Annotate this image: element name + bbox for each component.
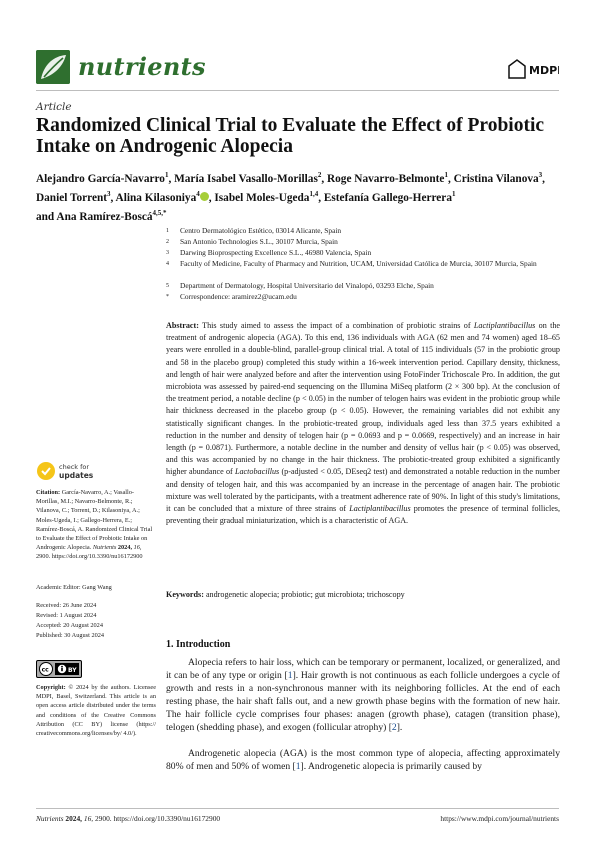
copyright-block	[36, 683, 156, 738]
author-name[interactable]: , Roge Navarro-Belmonte	[321, 172, 445, 185]
affiliation-marker: 4	[196, 189, 200, 198]
cc-by-license-icon[interactable]	[36, 660, 82, 678]
affiliation-text: Darwing Bioprospecting Excellence S.L., 46980 Valencia, Spain	[180, 248, 372, 257]
footer-volume: 16,	[83, 814, 94, 823]
orcid-icon[interactable]	[200, 192, 209, 201]
author-name[interactable]: , Alina Kilasoniya	[110, 191, 197, 204]
species-name: Lactiplantibacillus	[473, 321, 536, 330]
author-name[interactable]: , Isabel Moles-Ugeda	[208, 191, 310, 204]
accepted-date: Accepted: 20 August 2024	[36, 622, 103, 629]
check-for-updates-button[interactable]	[36, 460, 116, 482]
svg-text:BY: BY	[68, 667, 77, 674]
check-updates-label: check for	[59, 463, 90, 471]
journal-logo	[36, 50, 70, 84]
keywords-text: androgenetic alopecia; probiotic; gut microbiota; trichoscopy	[205, 590, 405, 599]
abstract	[166, 320, 560, 527]
journal-name: nutrients	[78, 52, 206, 81]
author-list	[36, 168, 561, 224]
affiliation-text: Department of Dermatology, Hospital Universitario del Vinalopó, 03293 Elche, Spain	[180, 281, 434, 290]
affiliation-marker: 1	[451, 189, 456, 198]
footer-journal: Nutrients	[36, 814, 64, 823]
check-updates-label: updates	[59, 471, 94, 480]
paragraph-text: ].	[396, 722, 403, 733]
citation-doi[interactable]: 2900. https://doi.org/10.3390/nu16172900	[36, 553, 143, 561]
footer-year: 2024,	[65, 814, 83, 823]
affiliation-number: 4	[166, 261, 169, 267]
author-name[interactable]: Alejandro García-Navarro	[36, 172, 165, 185]
header-divider	[36, 90, 559, 91]
citation-block	[36, 488, 156, 562]
journal-url[interactable]: https://www.mdpi.com/journal/nutrients	[440, 814, 559, 823]
author-name[interactable]: , Daniel Torrent	[36, 172, 545, 204]
citation-journal: Nutrients	[92, 544, 117, 552]
received-date: Received: 26 June 2024	[36, 602, 97, 609]
publisher-name: MDPI	[529, 64, 559, 77]
paragraph-text: ]. Androgenetic alopecia is primarily caused by	[300, 761, 482, 772]
affiliation-text: Faculty of Medicine, Faculty of Pharmacy and Nutrition, UCAM, Universidad Católica de Murcia, 30107 Murcia, Spain	[180, 259, 537, 268]
body-paragraph	[166, 747, 560, 773]
citation-label: Citation:	[36, 489, 61, 496]
section-heading: 1. Introduction	[166, 639, 231, 650]
article-type: Article	[36, 101, 72, 113]
author-name[interactable]: , Estefanía Gallego-Herrera	[318, 191, 452, 204]
affiliation-number: 1	[166, 228, 169, 234]
citation-link[interactable]: 1	[287, 670, 293, 681]
copyright-label: Copyright:	[36, 684, 66, 691]
abstract-text: on the treatment of androgenic alopecia (AGA). To this end, 136 individuals with AGA (62 men and 74 women) aged 18–65 years were enrolled in a double-blind, parallel-group clinical trial. A total of 115 individuals (57 in the probiotic group and 58 in the placebo group) completed this study within a 16-week intervention period. Capillary density, thickness, and length of hair were analyzed before and after the intervention using FotoFinder Trichoscale Pro. In addition, the gut microbiota was assessed by paired-end sequencing on the Illumina MiSeq platform (2 × 300 bp). At the conclusion of the treatment period, a notable decline (p < 0.05) in the number of telogen hairs was evident in the probiotic group while hair thickness decreased in the placebo group (p < 0.05). However, the remaining variables did not exhibit any statistically significant changes. In the probiotic-treated group, individuals aged less than 37.5 years exhibited a reduction in the number and density of telogen hair (p = 0.0693 and p = 0.0669, respectively) and an increase in hair length (p = 0.0871). Furthermore, a notable decline in the number and density of vellus hair (p < 0.05) was observed, and this was accompanied by no change in the hair thickness. The probiotic-treated group exhibited a significantly higher abundance of	[166, 321, 561, 477]
keywords	[166, 590, 560, 599]
footer-divider	[36, 808, 559, 809]
affiliation-marker: 2	[317, 171, 322, 179]
affiliation-text: San Antonio Technologies S.L., 30107 Murcia, Spain	[180, 237, 338, 246]
publisher-logo	[507, 58, 559, 84]
citation-volume: 16,	[133, 544, 142, 552]
copyright-text: © 2024 by the authors. Licensee MDPI, Basel, Switzerland. This article is an open access article distributed under the terms and conditions of the Creative Commons Attribution (CC BY) license (https:// creativecommons.org/licenses/by/ 4.0/).	[36, 684, 156, 738]
affiliation-text: Centro Dermatológico Estético, 03014 Alicante, Spain	[180, 226, 342, 235]
footer-doi[interactable]: 2900. https://doi.org/10.3390/nu16172900	[94, 814, 221, 823]
footer-citation	[36, 814, 220, 823]
citation-link[interactable]: 1	[295, 761, 301, 772]
abstract-text: promotes the presence of terminal follicles, preventing their gradual miniaturization, which is a characteristic of AGA.	[166, 504, 560, 526]
species-name: Lactobacillus	[234, 467, 280, 477]
academic-editor: Academic Editor: Gang Wang	[36, 584, 112, 591]
paragraph-text: Alopecia refers to hair loss, which can be temporary or permanent, localized, or generalized, and it can be of any type or origin [	[166, 657, 560, 681]
revised-date: Revised: 1 August 2024	[36, 612, 97, 619]
citation-text: García-Navarro, A.; Vasallo-Morillas, M.I.; Navarro-Belmonte, R.; Vilanova, C.; Torrent, D.; Kilasoniya, A.; Moles-Ugeda, I.; Gallego-Herrera, E.; Ramírez-Boscá, A. Randomized Clinical Trial to Evaluate the Effect of Probiotic Intake on Androgenic Alopecia.	[36, 489, 153, 552]
affiliation-number: 3	[166, 250, 169, 256]
species-name: Lactiplantibacillus	[349, 504, 411, 514]
affiliation-marker: 4,5,*	[152, 208, 167, 217]
author-name[interactable]: , Cristina Vilanova	[447, 172, 539, 185]
keywords-label: Keywords:	[166, 590, 204, 599]
paragraph-text: ]. Hair growth is not continuous as each follicle undergoes a cycle of growth and rests in a non-synchronous manner with its neighboring follicles. At the end of each resting phase, the hair shaft falls out, and a new growth phase begins with the formation of new hair. The hair follicle cycle comprises four phases: anagen (growth phase), catagen (transition phase), telogen (shedding phase), and exogen (follicular atrophy) [	[166, 670, 560, 733]
affiliation-marker: 1	[164, 171, 169, 179]
published-date: Published: 30 August 2024	[36, 632, 105, 639]
paragraph-text: Androgenetic alopecia (AGA) is the most common type of alopecia, affecting approximately 80% of men and 50% of women [	[166, 748, 560, 772]
abstract-text: (p-adjusted < 0.05, DEseq2 test) and demonstrated a notable reduction in the number and density of telogen hair, and this was accompanied by an increase in the percentage of anagen hair. The probiotic mixture was well tolerated by the participants, with a treatment adherence rate of 90%. In light of this study's limitations, it can be concluded that a mixture of three strains of	[166, 467, 561, 514]
abstract-label: Abstract:	[166, 321, 199, 330]
svg-text:cc: cc	[41, 666, 49, 674]
correspondence-email[interactable]: Correspondence: aramirez2@ucam.edu	[180, 292, 297, 301]
affiliation-marker: 1	[444, 171, 448, 179]
affiliation-number: 2	[166, 239, 169, 245]
body-paragraph	[166, 656, 560, 734]
affiliation-marker: 3	[107, 189, 111, 198]
affiliation-marker: 1,4	[309, 189, 319, 198]
affiliation-marker: 3	[538, 171, 543, 179]
abstract-text: This study aimed to assess the impact of a combination of probiotic strains of	[202, 321, 471, 330]
author-name[interactable]: , María Isabel Vasallo-Morillas	[168, 172, 318, 185]
article-title: Randomized Clinical Trial to Evaluate the Effect of Probiotic Intake on Androgenic Alopecia	[36, 115, 545, 157]
citation-link[interactable]: 2	[391, 722, 397, 733]
citation-year: 2024,	[117, 544, 133, 552]
affiliation-number: *	[166, 294, 169, 300]
author-name[interactable]: and Ana Ramírez-Boscá	[36, 210, 153, 223]
affiliation-number: 5	[166, 283, 169, 289]
